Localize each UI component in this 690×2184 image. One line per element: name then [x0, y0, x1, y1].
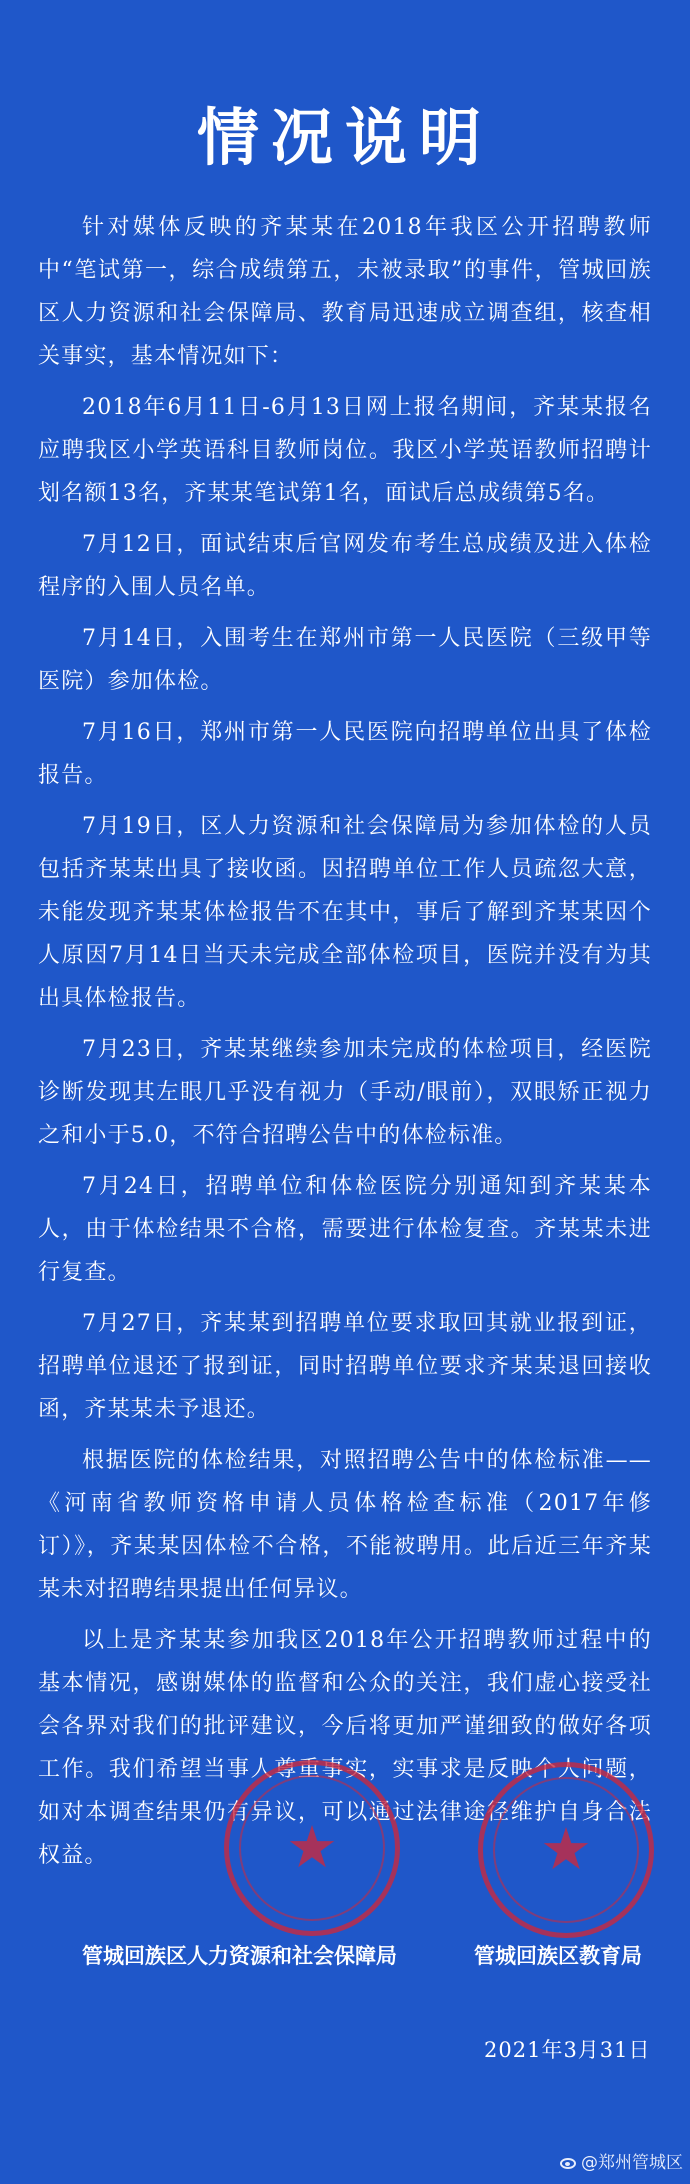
paragraph-intro: 针对媒体反映的齐某某在2018年我区公开招聘教师中“笔试第一，综合成绩第五，未被录取”的事件，管城回族区人力资源和社会保障局、教育局迅速成立调查组，核查相关事实，基本情况如下： — [38, 215, 652, 369]
paragraph-july-24: 7月24日，招聘单位和体检医院分别通知到齐某某本人，由于体检结果不合格，需要进行体检复查。齐某某未进行复查。 — [38, 1174, 652, 1285]
signature-education: 管城回族区教育局 — [474, 1943, 642, 1968]
hrss-seal — [224, 1760, 400, 1936]
paragraph-closing: 以上是齐某某参加我区2018年公开招聘教师过程中的基本情况，感谢媒体的监督和公众的关注，我们虚心接受社会各界对我们的批评建议，今后将更加严谨细致的做好各项工作。我们希望当事人尊重事实，实事求是反映个人问题，如对本调查结果仍有异议，可以通过法律途径维护自身合法权益。 — [38, 1628, 652, 1868]
paragraph-july-14: 7月14日，入围考生在郑州市第一人民医院（三级甲等医院）参加体检。 — [38, 626, 652, 694]
paragraph-conclusion: 根据医院的体检结果，对照招聘公告中的体检标准——《河南省教师资格申请人员体格检查标准（2017年修订）》，齐某某因体检不合格，不能被聘用。此后近三年齐某某未对招聘结果提出任何异议。 — [38, 1448, 652, 1602]
paragraph-registration: 2018年6月11日-6月13日网上报名期间，齐某某报名应聘我区小学英语科目教师岗位。我区小学英语教师招聘计划名额13名，齐某某笔试第1名，面试后总成绩第5名。 — [38, 395, 652, 506]
paragraph-july-16: 7月16日，郑州市第一人民医院向招聘单位出具了体检报告。 — [38, 720, 652, 788]
paragraph-july-19: 7月19日，区人力资源和社会保障局为参加体检的人员包括齐某某出具了接收函。因招聘单位工作人员疏忽大意，未能发现齐某某体检报告不在其中，事后了解到齐某某因个人原因7月14日当天未完成全部体检项目，医院并没有为其出具体检报告。 — [38, 814, 652, 1011]
weibo-watermark — [560, 2148, 683, 2173]
document-title: 情况说明 — [196, 101, 493, 174]
education-seal — [478, 1762, 654, 1938]
paragraph-july-27: 7月27日，齐某某到招聘单位要求取回其就业报到证，招聘单位退还了报到证，同时招聘单位要求齐某某退回接收函，齐某某未予退还。 — [38, 1311, 652, 1422]
document-date: 2021年3月31日 — [484, 2038, 651, 2062]
paragraph-july-23: 7月23日，齐某某继续参加未完成的体检项目，经医院诊断发现其左眼几乎没有视力（手动/眼前），双眼矫正视力之和小于5.0，不符合招聘公告中的体检标准。 — [38, 1037, 652, 1148]
document-body — [38, 206, 652, 1885]
seal-star-icon: ★ — [540, 1815, 592, 1883]
watermark-text: @郑州管城区 — [581, 2153, 683, 2173]
paragraph-july-12: 7月12日，面试结束后官网发布考生总成绩及进入体检程序的入围人员名单。 — [38, 532, 652, 600]
signature-hrss: 管城回族区人力资源和社会保障局 — [82, 1943, 397, 1968]
seal-star-icon: ★ — [286, 1813, 338, 1881]
weibo-icon — [560, 2156, 578, 2170]
